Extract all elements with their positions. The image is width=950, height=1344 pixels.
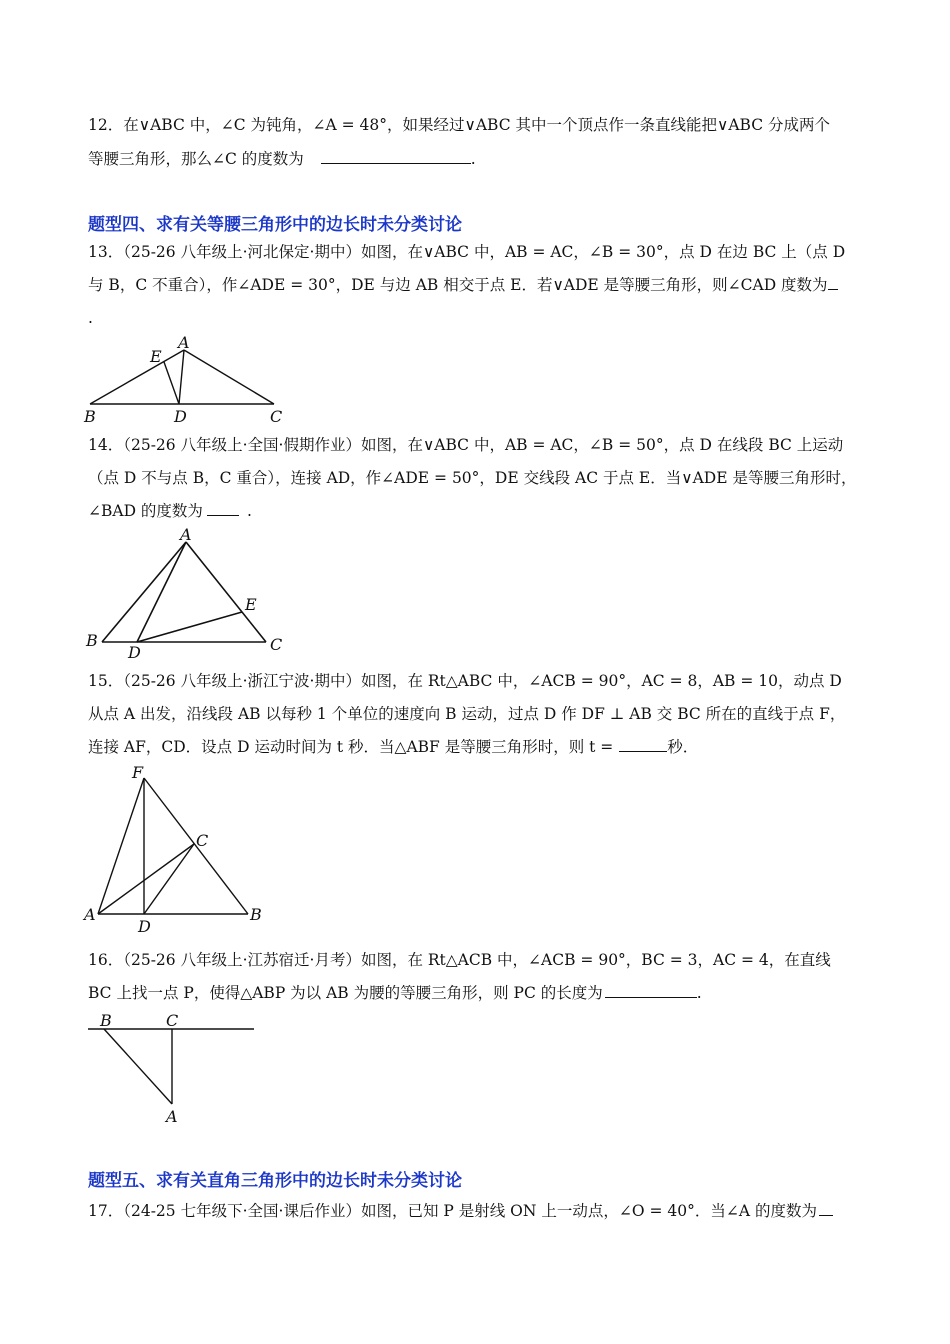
q15-line3-text: 连接 AF，CD．设点 D 运动时间为 t 秒．当△ABF 是等腰三角形时，则 t = <box>88 738 614 756</box>
q13-segment-ed <box>164 362 179 404</box>
q16-line2-text: BC 上找一点 P，使得△ABP 为以 AB 为腰的等腰三角形，则 PC 的长度为 <box>88 984 603 1002</box>
q14-line3-text: ∠BAD 的度数为 <box>88 502 203 520</box>
q16-line2 <box>88 982 890 1004</box>
q15-line3 <box>88 736 890 758</box>
q13-label-d: D <box>174 407 187 426</box>
q14-segment-de <box>137 612 242 642</box>
q12-end: . <box>470 150 476 168</box>
q13-line3: . <box>88 309 93 327</box>
q13-label-e: E <box>150 347 162 366</box>
q16-figure <box>82 1008 272 1124</box>
q15-label-d: D <box>138 917 151 936</box>
section4-heading: 题型四、求有关等腰三角形中的边长时未分类讨论 <box>88 215 462 235</box>
q14-end: . <box>246 502 252 520</box>
q15-segment-dc <box>144 844 194 914</box>
q16-answer-blank[interactable] <box>605 983 697 998</box>
q15-label-b: B <box>250 905 262 924</box>
q15-end: 秒． <box>667 738 699 756</box>
q15-line2: 从点 A 出发，沿线段 AB 以每秒 1 个单位的速度向 B 运动，过点 D 作 DF ⊥ AB 交 BC 所在的直线于点 F， <box>88 705 846 723</box>
q13-line1: 13．（25-26 八年级上·河北保定·期中）如图，在∨ABC 中，AB = AC，∠B = 30°，点 D 在边 BC 上（点 D <box>88 243 846 261</box>
q16-label-b: B <box>100 1011 112 1030</box>
q16-line1: 16．（25-26 八年级上·江苏宿迁·月考）如图，在 Rt△ACB 中，∠ACB = 90°，BC = 3，AC = 4，在直线 <box>88 951 831 969</box>
q12-line2-text: 等腰三角形，那么∠C 的度数为 <box>88 150 304 168</box>
q16-label-a: A <box>166 1107 178 1126</box>
q16-end: . <box>696 984 702 1002</box>
q15-label-a: A <box>84 905 96 924</box>
q14-line2: （点 D 不与点 B，C 重合），连接 AD，作∠ADE = 50°，DE 交线段 AC 于点 E．当∨ADE 是等腰三角形时， <box>88 469 857 487</box>
q14-label-b: B <box>86 631 98 650</box>
q14-line3 <box>88 500 890 522</box>
q14-label-e: E <box>245 595 257 614</box>
section5-heading: 题型五、求有关直角三角形中的边长时未分类讨论 <box>88 1171 462 1191</box>
q14-line1: 14．（25-26 八年级上·全国·假期作业）如图，在∨ABC 中，AB = AC，∠B = 50°，点 D 在线段 BC 上运动 <box>88 436 844 454</box>
q15-label-c: C <box>196 831 209 850</box>
q12-answer-blank[interactable] <box>321 149 471 164</box>
q15-segment-af <box>98 778 144 914</box>
q13-answer-blank[interactable] <box>828 275 838 290</box>
q13-segment-ac <box>184 350 274 404</box>
q15-answer-blank[interactable] <box>619 737 667 752</box>
q13-line2 <box>88 274 890 296</box>
q17-line1 <box>88 1200 890 1222</box>
q13-figure <box>82 332 302 424</box>
q13-segment-ad <box>179 350 184 404</box>
q14-label-d: D <box>128 643 141 662</box>
q13-label-a: A <box>178 333 190 352</box>
q17-line1-text: 17．（24-25 七年级下·全国·课后作业）如图，已知 P 是射线 ON 上一动点，∠O = 40°．当∠A 的度数为 <box>88 1202 817 1220</box>
q15-figure <box>82 762 282 934</box>
q13-line2-text: 与 B，C 不重合），作∠ADE = 30°，DE 与边 AB 相交于点 E．若∨ADE 是等腰三角形，则∠CAD 度数为 <box>88 276 828 294</box>
q14-label-c: C <box>270 635 283 654</box>
q17-answer-blank[interactable] <box>819 1201 833 1216</box>
q14-figure <box>82 524 302 664</box>
q13-label-c: C <box>270 407 283 426</box>
q13-label-b: B <box>84 407 96 426</box>
q14-answer-blank[interactable] <box>207 501 239 516</box>
q15-label-f: F <box>132 763 144 782</box>
q15-line1: 15．（25-26 八年级上·浙江宁波·期中）如图，在 Rt△ABC 中，∠ACB = 90°，AC = 8，AB = 10，动点 D <box>88 672 842 690</box>
q14-segment-ac <box>186 542 266 642</box>
q12-line1: 12．在∨ABC 中，∠C 为钝角，∠A = 48°，如果经过∨ABC 其中一个顶点作一条直线能把∨ABC 分成两个 <box>88 116 831 134</box>
q16-label-c: C <box>166 1011 179 1030</box>
q14-label-a: A <box>180 525 192 544</box>
q15-segment-ac <box>98 844 194 914</box>
q12-line2 <box>88 148 890 170</box>
q16-segment-ba <box>104 1029 172 1104</box>
